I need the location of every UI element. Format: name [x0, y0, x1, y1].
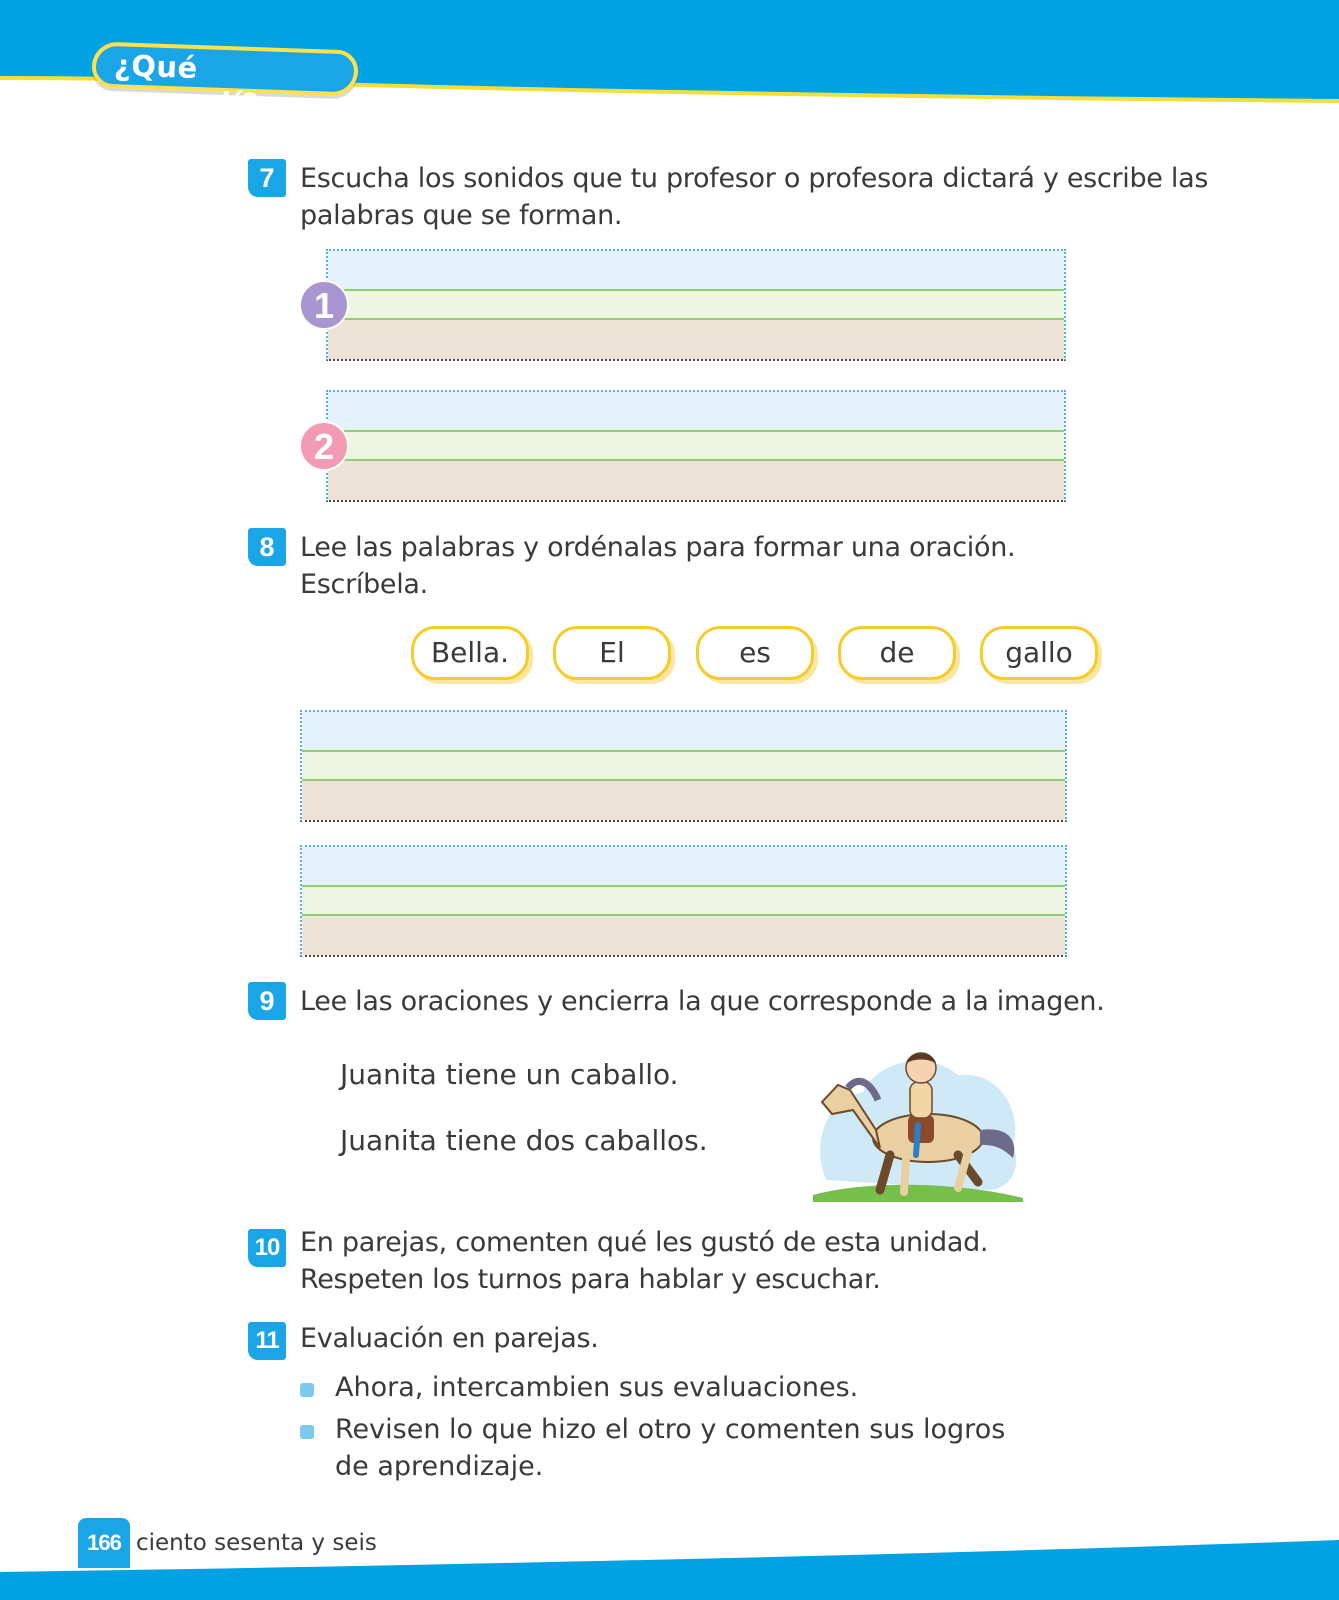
- sentence-option-2[interactable]: Juanita tiene dos caballos.: [340, 1124, 708, 1157]
- girl-on-horse-illustration: [808, 1030, 1028, 1210]
- section-title-badge: [91, 41, 358, 122]
- question-9-text: Lee las oraciones y encierra la que corresponde a la imagen.: [300, 986, 1105, 1017]
- bullet-text-1: Ahora, intercambien sus evaluaciones.: [335, 1372, 859, 1403]
- row-number-circle-2: 2: [299, 421, 349, 471]
- question-7-text-line-1: Escucha los sonidos que tu profesor o profesora dictará y escribe las: [300, 163, 1209, 194]
- question-number-8: 8: [248, 528, 286, 566]
- writing-line-3[interactable]: [300, 710, 1067, 822]
- word-chip-gallo: gallo: [980, 626, 1098, 680]
- writing-line-4[interactable]: [300, 845, 1067, 957]
- word-chip-es: es: [696, 626, 814, 680]
- bullet-text-2-line-1: Revisen lo que hizo el otro y comenten sus logros: [335, 1414, 1006, 1445]
- word-chip-el: El: [553, 626, 671, 680]
- word-chip-de: de: [838, 626, 956, 680]
- bullet-marker-1: [300, 1383, 314, 1397]
- word-chip-bella: Bella.: [411, 626, 529, 680]
- question-10-text-line-1: En parejas, comenten qué les gustó de esta unidad.: [300, 1227, 989, 1258]
- question-number-10: 10: [248, 1229, 286, 1267]
- sentence-option-1[interactable]: Juanita tiene un caballo.: [340, 1058, 679, 1091]
- writing-line-2[interactable]: [326, 390, 1066, 502]
- writing-line-1[interactable]: [326, 249, 1066, 361]
- question-11-text: Evaluación en parejas.: [300, 1323, 599, 1354]
- question-7-text-line-2: palabras que se forman.: [300, 200, 623, 231]
- question-8-text-line-2: Escríbela.: [300, 569, 428, 600]
- question-number-11: 11: [248, 1322, 286, 1360]
- question-8-text-line-1: Lee las palabras y ordénalas para formar una oración.: [300, 532, 1016, 563]
- question-10-text-line-2: Respeten los turnos para hablar y escuchar.: [300, 1264, 881, 1295]
- bullet-text-2-line-2: de aprendizaje.: [335, 1451, 544, 1482]
- page-number-words: ciento sesenta y seis: [136, 1530, 377, 1556]
- page-number: 166: [78, 1518, 130, 1568]
- row-number-circle-1: 1: [299, 280, 349, 330]
- section-title: ¿Qué aprendí?: [112, 48, 260, 122]
- question-number-7: 7: [248, 159, 286, 197]
- question-number-9: 9: [248, 982, 286, 1020]
- bullet-marker-2: [300, 1425, 314, 1439]
